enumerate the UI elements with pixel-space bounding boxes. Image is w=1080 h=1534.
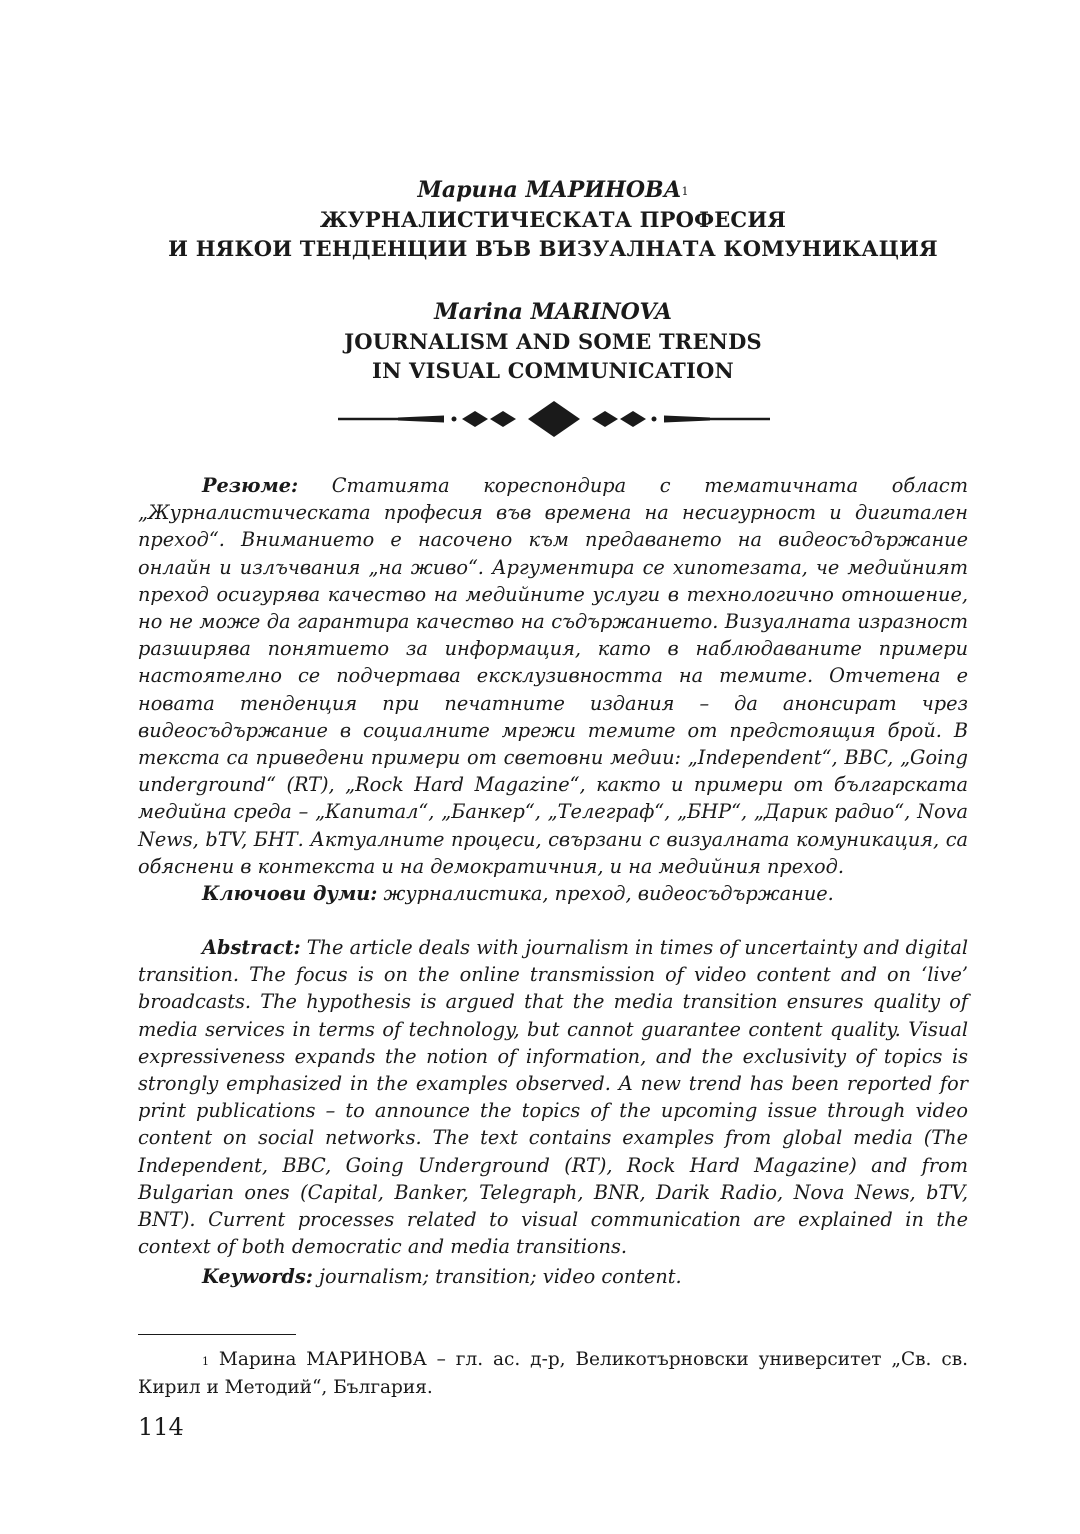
footnote-reference: 1: [681, 185, 689, 198]
keywords-bulgarian-text: журналистика, преход, видеосъдържание.: [383, 882, 834, 905]
article-title-bulgarian-line-2: И НЯКОИ ТЕНДЕНЦИИ ВЪВ ВИЗУАЛНАТА КОМУНИКАЦИЯ: [168, 236, 938, 261]
divider-diamond-small-4: [620, 411, 646, 427]
divider-diamond-small-2: [490, 411, 516, 427]
abstract-bulgarian: [138, 472, 968, 880]
page: [138, 0, 968, 1534]
footnote: [138, 1346, 968, 1402]
title-block-bulgarian: [138, 176, 968, 263]
abstract-english-label: Abstract:: [202, 936, 301, 959]
keywords-bulgarian-label: Ключови думи:: [202, 882, 378, 905]
abstract-english: [138, 934, 968, 1260]
author-name-bulgarian: [138, 176, 968, 205]
article-title-english-line-1: JOURNALISM AND SOME TRENDS: [344, 329, 762, 354]
author-name-english: Marina MARINOVA: [434, 299, 672, 325]
keywords-english-label: Keywords:: [202, 1265, 313, 1288]
footnote-separator: [138, 1334, 296, 1335]
divider-left-taper: [398, 416, 444, 423]
title-block-english: [138, 298, 968, 385]
keywords-english-text: journalism; transition; video content.: [319, 1265, 682, 1288]
divider-diamond-large: [528, 401, 580, 437]
abstract-bulgarian-label: Резюме:: [202, 474, 299, 497]
keywords-bulgarian: [138, 880, 968, 907]
footnote-text: Марина МАРИНОВА – гл. ас. д-р, Великотърновски университет „Св. св. Кирил и Методий“, България.: [138, 1349, 968, 1398]
abstract-bulgarian-text: Статията кореспондира с тематичната област „Журналистическата професия във времена на несигурност и дигитален преход“. Вниманието е насочено към предаването на видеосъдържание онлайн и излъчвания „на живо“. Аргументира се хипотезата, че медийният преход осигурява качество на медийните услуги в технологично отношение, но не може да гарантира качество на съдържанието. Визуалната изразност разширява понятието за информация, като в наблюдаваните примери настоятелно се подчертава ексклузивността на темите. Отчетена е новата тенденция при печатните издания – да анонсират чрез видеосъдържание в социалните мрежи темите от предстоящия брой. В текста са приведени примери от световни медии: „Independent“, BBC, „Going underground“ (RT), „Rock Hard Magazine“, както и примери от българската медийна среда – „Капитал“, „Банкер“, „Телеграф“, „БНР“, „Дарик радио“, Nova News, bTV, БНТ. Актуалните процеси, свързани с визуалната комуникация, са обяснени в контекста и на демократичния, и на медийния преход.: [138, 474, 968, 878]
footnote-mark: 1: [202, 1355, 209, 1368]
abstract-english-text: The article deals with journalism in times of uncertainty and digital transition. The focus is on the online transmission of video content and on ‘live’ broadcasts. The hypothesis is argued that the media transition ensures quality of media services in terms of technology, but cannot guarantee content quality. Visual expressiveness expands the notion of information, and the exclusivity of topics is strongly emphasized in the examples observed. A new trend has been reported for print publications – to announce the topics of the upcoming issue through video content on social networks. The text contains examples from global media (The Independent, BBC, Going Underground (RT), Rock Hard Magazine) and from Bulgarian ones (Capital, Banker, Telegraph, BNR, Darik Radio, Nova News, bTV, BNT). Current processes related to visual communication are explained in the context of both democratic and media transitions.: [138, 936, 968, 1259]
page-number: 114: [138, 1413, 184, 1441]
author-name-text: Марина МАРИНОВА: [417, 177, 682, 203]
keywords-english: [138, 1263, 968, 1290]
article-title-english-line-2: IN VISUAL COMMUNICATION: [372, 358, 734, 383]
divider-right-taper: [664, 416, 710, 423]
divider-diamond-small-3: [592, 411, 618, 427]
divider-diamond-small-1: [462, 411, 488, 427]
divider-left-dot: [452, 417, 457, 422]
article-title-bulgarian-line-1: ЖУРНАЛИСТИЧЕСКАТА ПРОФЕСИЯ: [319, 207, 787, 232]
ornamental-divider: [338, 398, 770, 440]
divider-right-dot: [652, 417, 657, 422]
